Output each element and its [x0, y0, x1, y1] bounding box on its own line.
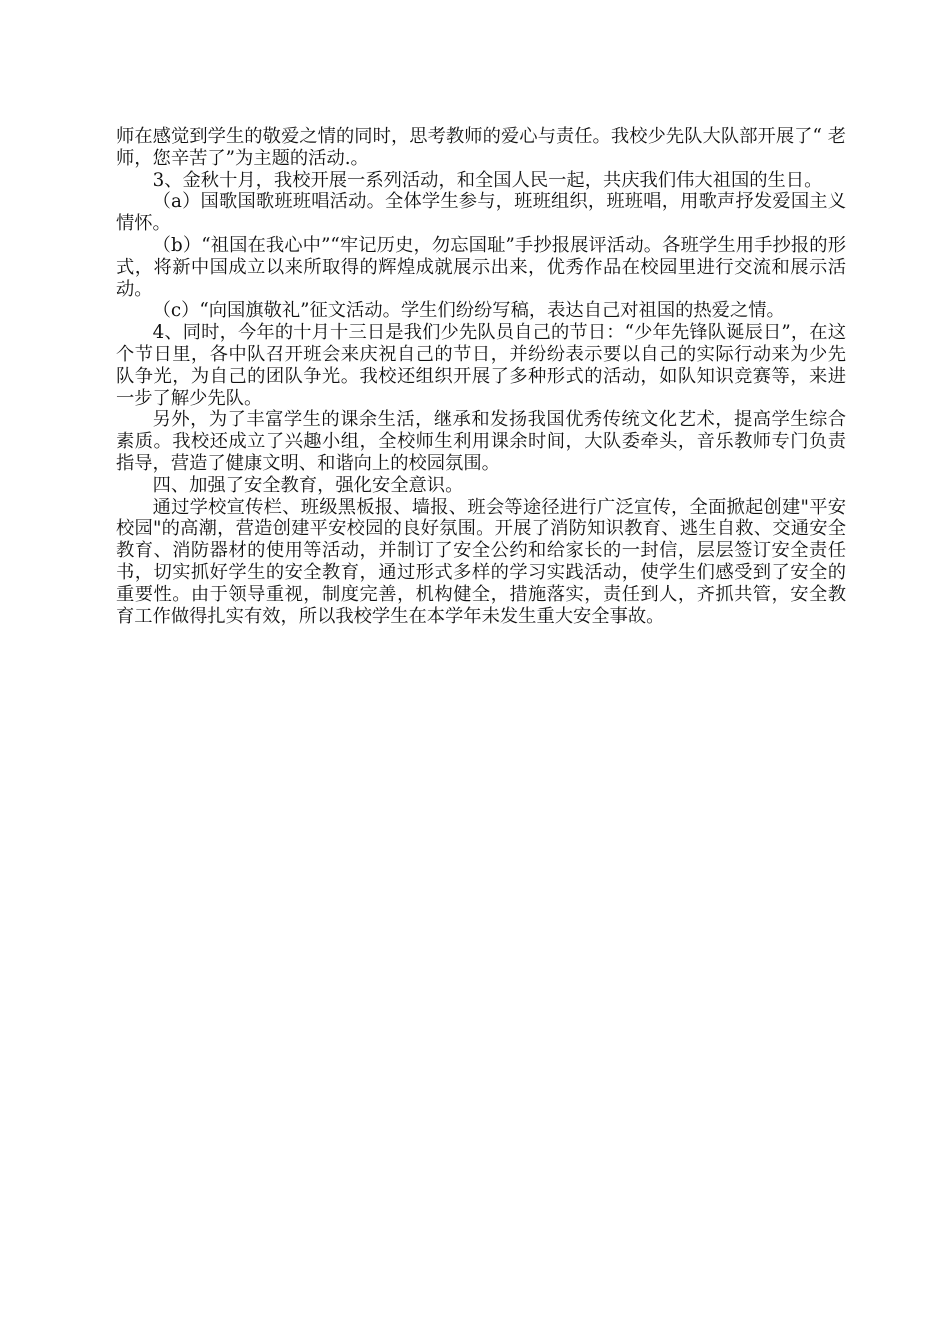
section-heading-safety: 四、加强了安全教育，强化安全意识。	[152, 474, 464, 496]
paragraph-additional: 另外，为了丰富学生的课余生活，继承和发扬我国优秀传统文化艺术，提高学生综合素质。我校还成立了兴趣小组，全校师生利用课余时间，大队委牵头，音乐教师专门负责指导，营造了健康文明、和谐向上的校园氛围。	[116, 409, 846, 474]
paragraph-item-4: 4、同时，今年的十月十三日是我们少先队员自己的节日：“少年先锋队诞辰日”，在这个节日里，各中队召开班会来庆祝自己的节日，并纷纷表示要以自己的实际行动来为少先队争光，为自己的团队争光。我校还组织开展了多种形式的活动，如队知识竞赛等，来进一步了解少先队。	[116, 322, 846, 409]
document-body	[116, 126, 846, 627]
paragraph-item-b: （b）“祖国在我心中”“牢记历史，勿忘国耻”手抄报展评活动。各班学生用手抄报的形式，将新中国成立以来所取得的辉煌成就展示出来，优秀作品在校园里进行交流和展示活动。	[116, 234, 846, 300]
paragraph-item-a: （a）国歌国歌班班唱活动。全体学生参与，班班组织，班班唱，用歌声抒发爱国主义情怀。	[116, 191, 846, 235]
paragraph-continuation: 师在感觉到学生的敬爱之情的同时，思考教师的爱心与责任。我校少先队大队部开展了“ 老师，您辛苦了”为主题的活动.。	[116, 126, 846, 169]
paragraph-safety: 通过学校宣传栏、班级黑板报、墙报、班会等途径进行广泛宣传，全面掀起创建"平安校园"的高潮，营造创建平安校园的良好氛围。开展了消防知识教育、逃生自救、交通安全教育、消防器材的使用等活动，并制订了安全公约和给家长的一封信，层层签订安全责任书，切实抓好学生的安全教育，通过形式多样的学习实践活动，使学生们感受到了安全的重要性。由于领导重视，制度完善，机构健全，措施落实，责任到人，齐抓共管，安全教育工作做得扎实有效，所以我校学生在本学年未发生重大安全事故。	[116, 496, 846, 627]
paragraph-item-3: 3、金秋十月，我校开展一系列活动，和全国人民一起，共庆我们伟大祖国的生日。	[152, 169, 823, 191]
paragraph-item-c: （c）“向国旗敬礼”征文活动。学生们纷纷写稿，表达自己对祖国的热爱之情。	[152, 300, 785, 322]
